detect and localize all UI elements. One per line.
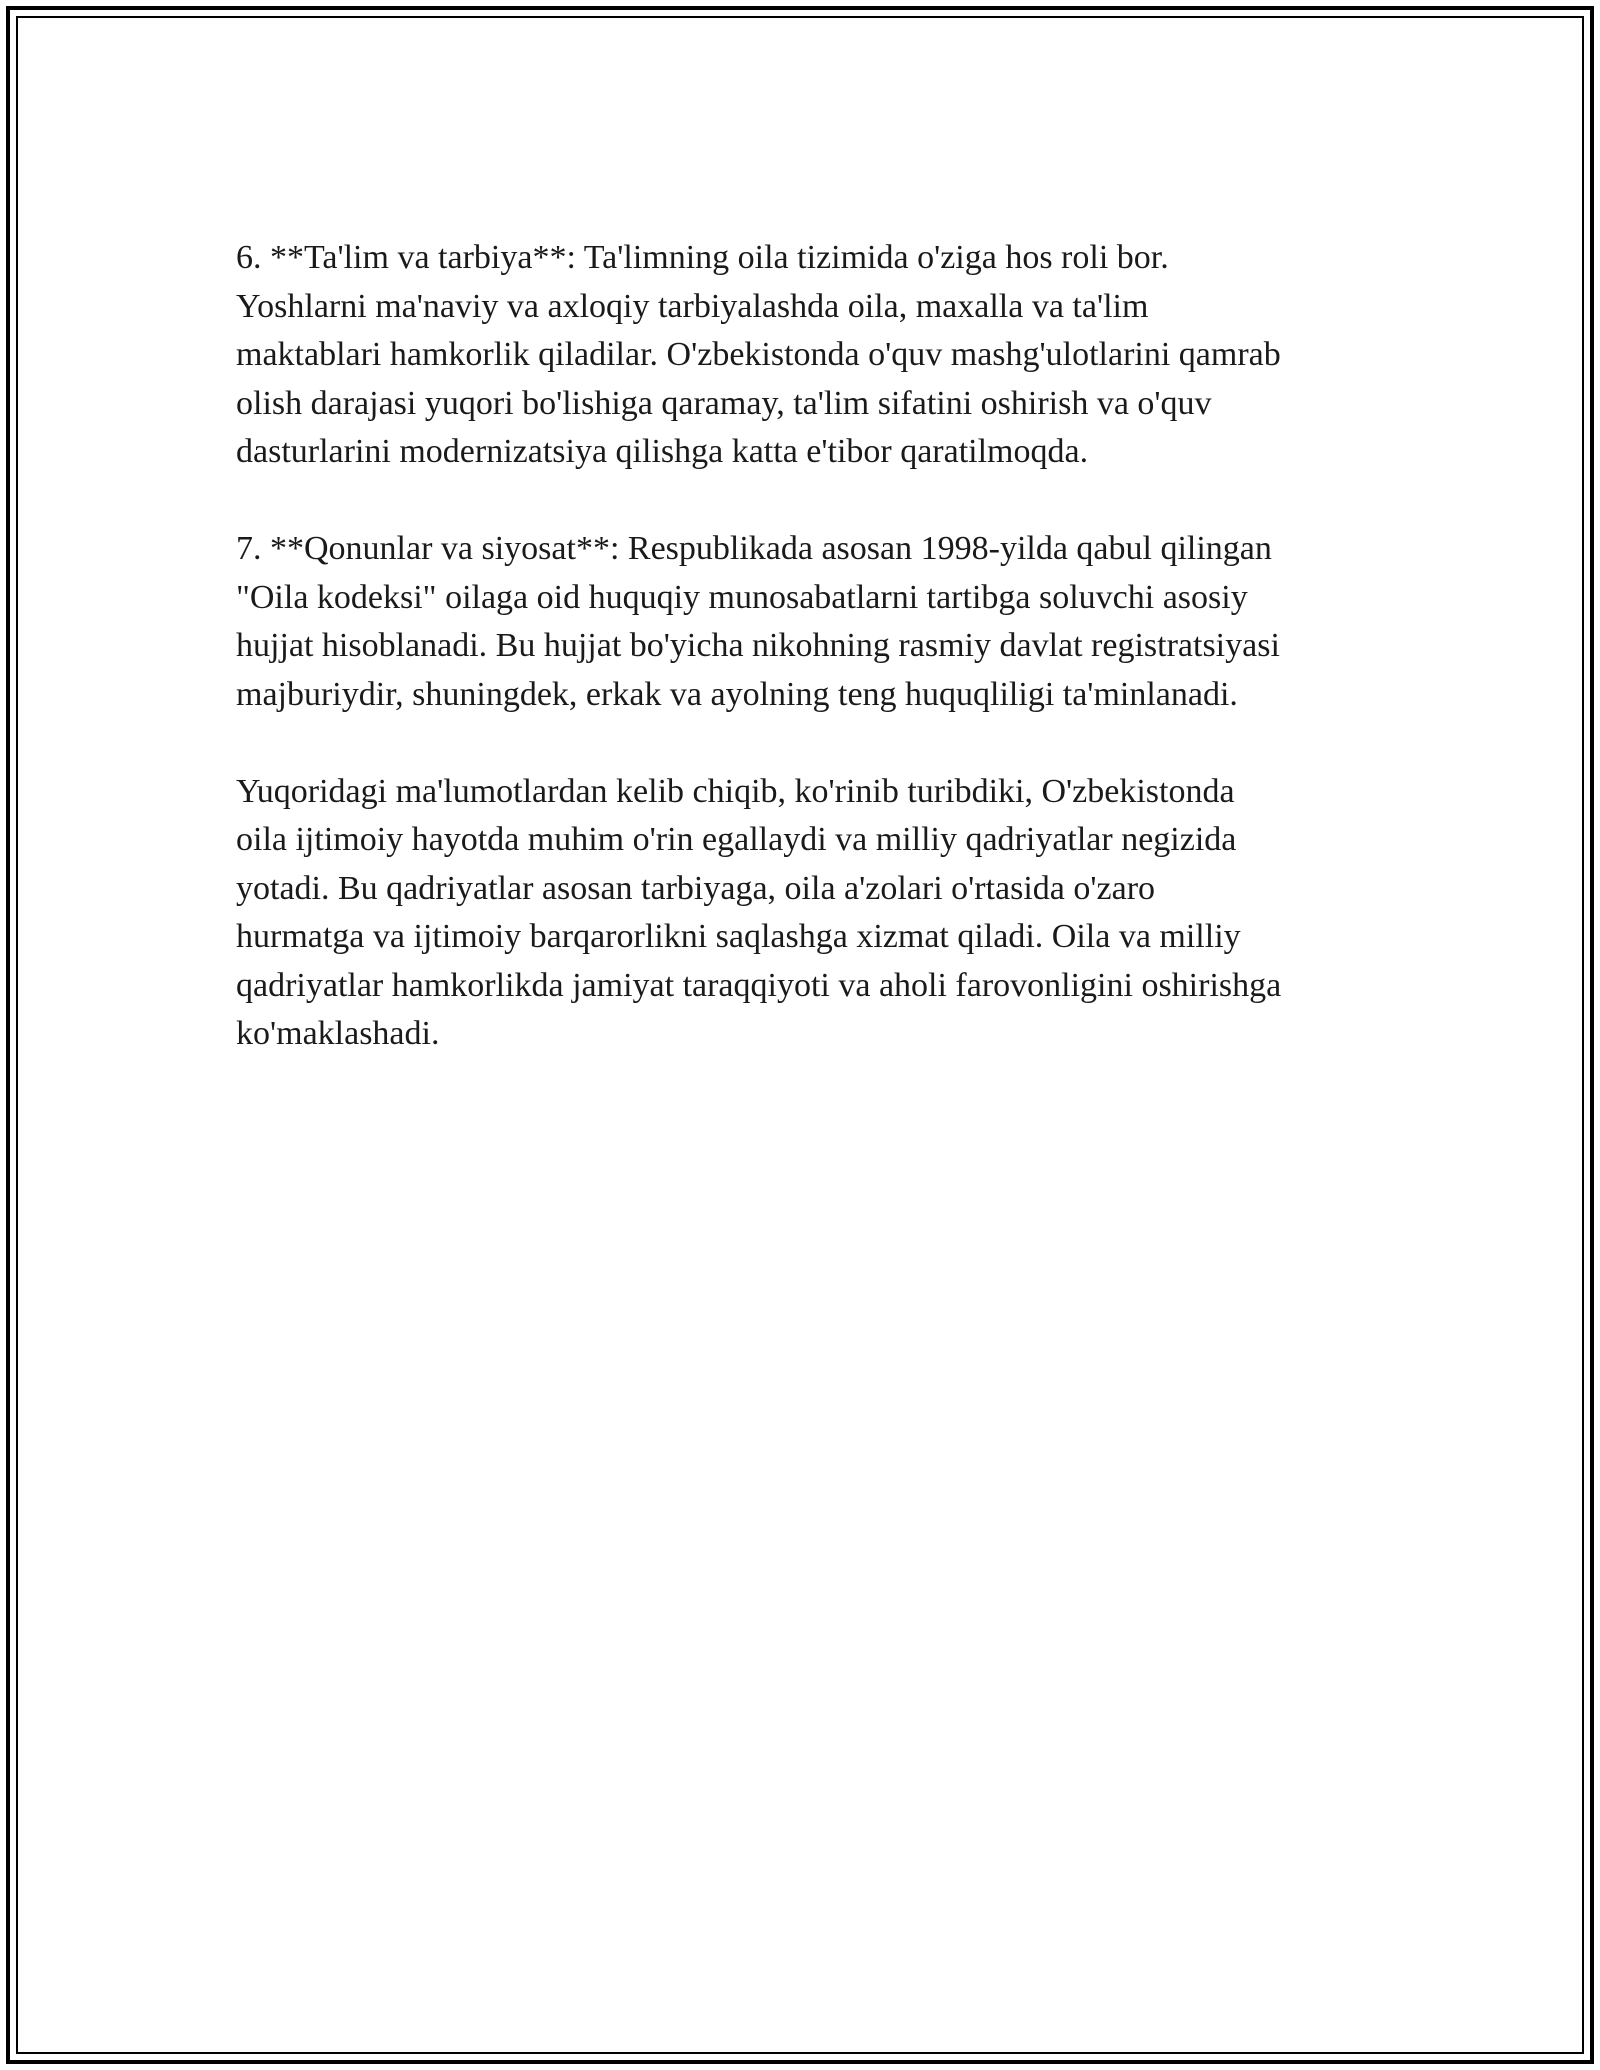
text-line: ko'maklashadi.	[236, 1015, 440, 1052]
document-body	[236, 234, 1376, 1107]
text-line: oila ijtimoiy hayotda muhim o'rin egallaydi va milliy qadriyatlar negizida	[236, 821, 1237, 858]
text-line: hujjat hisoblanadi. Bu hujjat bo'yicha nikohning rasmiy davlat registratsiyasi	[236, 627, 1280, 664]
text-line: qadriyatlar hamkorlikda jamiyat taraqqiyoti va aholi farovonligini oshirishga	[236, 966, 1282, 1004]
text-line: maktablari hamkorlik qiladilar. O'zbekistonda o'quv mashg'ulotlarini qamrab	[236, 336, 1281, 373]
text-line: Yuqoridagi ma'lumotlardan kelib chiqib, ko'rinib turibdiki, O'zbekistonda	[236, 772, 1235, 810]
text-line: "Oila kodeksi" oilaga oid huquqiy munosabatlarni tartibga soluvchi asosiy	[236, 578, 1248, 616]
paragraph-conclusion	[236, 768, 1376, 1059]
paragraph-laws-policy	[236, 525, 1376, 719]
paragraph-education	[236, 234, 1376, 477]
text-line: hurmatga va ijtimoiy barqarorlikni saqlashga xizmat qiladi. Oila va milliy	[236, 918, 1241, 955]
text-line: majburiydir, shuningdek, erkak va ayolning teng huquqliligi ta'minlanadi.	[236, 675, 1238, 713]
text-line: dasturlarini modernizatsiya qilishga katta e'tibor qaratilmoqda.	[236, 433, 1089, 470]
text-line: 7. **Qonunlar va siyosat**: Respublikada asosan 1998-yilda qabul qilingan	[236, 530, 1272, 567]
text-line: yotadi. Bu qadriyatlar asosan tarbiyaga, oila a'zolari o'rtasida o'zaro	[236, 869, 1156, 907]
text-line: olish darajasi yuqori bo'lishiga qaramay, ta'lim sifatini oshirish va o'quv	[236, 384, 1212, 422]
text-line: Yoshlarni ma'naviy va axloqiy tarbiyalashda oila, maxalla va ta'lim	[236, 287, 1149, 325]
text-line: 6. **Ta'lim va tarbiya**: Ta'limning oila tizimida o'ziga hos roli bor.	[236, 239, 1169, 276]
